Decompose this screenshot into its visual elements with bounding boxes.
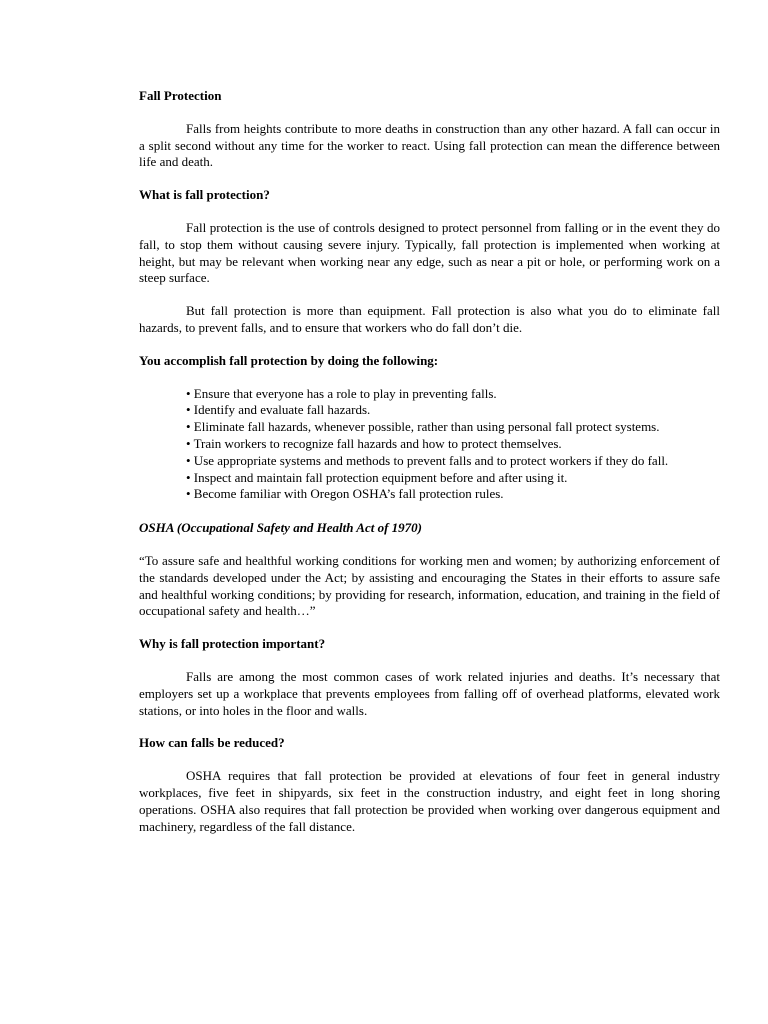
- intro-paragraph: Falls from heights contribute to more deaths in construction than any other hazard. A fall can occur in a split second without any time for the worker to react. Using fall protection can mean the difference between life and death.: [139, 120, 720, 170]
- heading-osha-act: OSHA (Occupational Safety and Health Act of 1970): [139, 520, 422, 536]
- heading-what-is-fall-protection: What is fall protection?: [139, 187, 270, 203]
- more-than-equipment-paragraph: But fall protection is more than equipment. Fall protection is also what you do to eliminate fall hazards, to prevent falls, and to ensure that workers who do fall don’t die.: [139, 303, 720, 335]
- list-item: • Become familiar with Oregon OSHA’s fall protection rules.: [186, 486, 504, 502]
- list-item: • Train workers to recognize fall hazards and how to protect themselves.: [186, 435, 562, 451]
- list-item: • Inspect and maintain fall protection equipment before and after using it.: [186, 469, 568, 485]
- list-item: • Ensure that everyone has a role to play in preventing falls.: [186, 385, 497, 401]
- how-reduced-paragraph: OSHA requires that fall protection be provided at elevations of four feet in general industry workplaces, five feet in shipyards, six feet in the construction industry, and eight feet in long shoring operations. OSHA also requires that fall protection be provided when working over dangerous equipment and machinery, regardless of the fall distance.: [139, 768, 720, 834]
- list-item: • Identify and evaluate fall hazards.: [186, 402, 371, 418]
- heading-how-reduced: How can falls be reduced?: [139, 735, 285, 751]
- heading-accomplish-fall-protection: You accomplish fall protection by doing the following:: [139, 352, 439, 368]
- document-page: [139, 88, 720, 851]
- fall-protection-bullet-list: [139, 386, 720, 504]
- heading-why-important: Why is fall protection important?: [139, 636, 326, 652]
- why-important-paragraph: Falls are among the most common cases of work related injuries and deaths. It’s necessary that employers set up a workplace that prevents employees from falling off of overhead platforms, elevated work stations, or into holes in the floor and walls.: [139, 668, 720, 718]
- list-item: • Eliminate fall hazards, whenever possible, rather than using personal fall protect systems.: [186, 419, 660, 435]
- list-item: • Use appropriate systems and methods to prevent falls and to protect workers if they do fall.: [186, 452, 669, 468]
- title-fall-protection: Fall Protection: [139, 88, 222, 103]
- definition-paragraph: Fall protection is the use of controls designed to protect personnel from falling or in the event they do fall, to stop them without causing severe injury. Typically, fall protection is implemented when working at height, but may be relevant when working near any edge, such as near a pit or hole, or performing work on a steep surface.: [139, 219, 720, 286]
- osha-quote-paragraph: “To assure safe and healthful working conditions for working men and women; by authorizing enforcement of the standards developed under the Act; by assisting and encouraging the States in their efforts to assure safe and healthful working conditions; by providing for research, information, education, and training in the field of occupational safety and health…”: [139, 552, 720, 619]
